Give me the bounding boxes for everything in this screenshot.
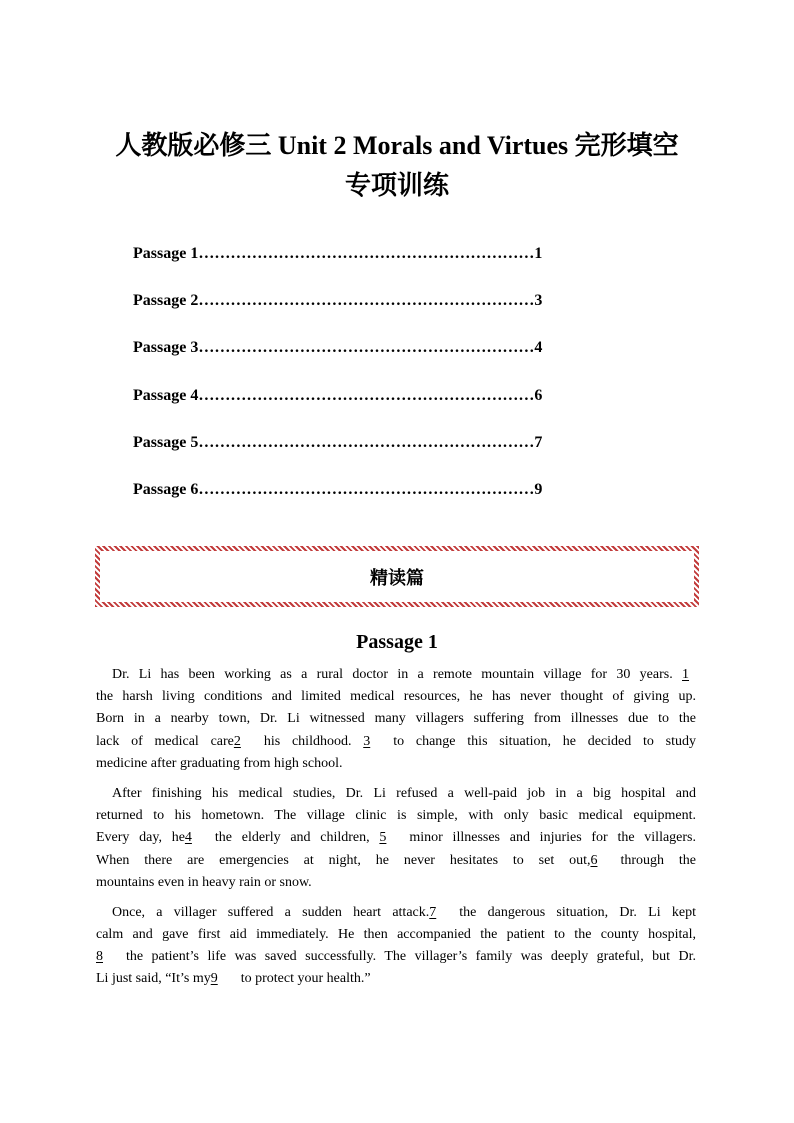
blank-6[interactable]: 6 — [590, 852, 598, 868]
section-banner — [95, 546, 699, 607]
text-line: After finishing his medical studies, Dr. Li refused a well-paid job in a big hospital and — [112, 785, 696, 801]
blank-8[interactable]: 8 — [96, 949, 103, 965]
paragraph-1 — [96, 664, 696, 775]
toc-page: 1 — [534, 245, 543, 262]
blank-3[interactable]: 3 — [363, 733, 371, 749]
passage-title: Passage 1 — [356, 631, 438, 653]
toc-item[interactable] — [133, 429, 633, 476]
toc-leader: ……………………………………………………… — [198, 480, 535, 498]
text-line: lack of medical care2 his childhood. 3 to change this situation, he decided to study — [96, 731, 696, 753]
toc-page: 6 — [534, 386, 543, 404]
text-line: calm and gave first aid immediately. He then accompanied the patient to the county hospital, — [96, 927, 696, 943]
blank-7[interactable]: 7 — [429, 904, 437, 920]
title-line-2: 专项训练 — [344, 171, 449, 200]
text-line: medicine after graduating from high school. — [96, 755, 343, 771]
text-line: Once, a villager suffered a sudden heart attack.7 the dangerous situation, Dr. Li kept — [96, 902, 696, 924]
toc-label: Passage 3 — [133, 339, 199, 357]
paragraph-2 — [96, 783, 696, 894]
toc-leader: ……………………………………………………… — [198, 386, 535, 404]
toc-item[interactable] — [133, 287, 633, 334]
toc-leader: ……………………………………………………… — [198, 292, 535, 310]
text-line: mountains even in heavy rain or snow. — [96, 874, 312, 890]
toc-label: Passage 4 — [133, 386, 199, 404]
title-line-1: 人教版必修三 Unit 2 Morals and Virtues 完形填空 — [115, 131, 679, 160]
text-line: Every day, he4 the elderly and children, 5 minor illnesses and injuries for the villagers. — [96, 827, 696, 849]
paragraph-3 — [96, 902, 696, 991]
toc-label: Passage 5 — [133, 433, 199, 451]
blank-1[interactable]: 1 — [682, 667, 690, 682]
blank-9[interactable]: 9 — [210, 971, 218, 987]
toc-item[interactable] — [133, 240, 633, 287]
text-line: the harsh living conditions and limited medical resources, he has never thought of giving up. — [96, 689, 696, 705]
toc-page: 3 — [534, 292, 543, 310]
text-line: When there are emergencies at night, he never hesitates to set out,6 through the — [96, 850, 696, 872]
text-line: Li just said, “It’s my9 to protect your health.” — [96, 968, 696, 990]
toc-leader: ……………………………………………………… — [198, 245, 535, 262]
toc-page: 9 — [534, 480, 543, 498]
passage-body — [96, 664, 696, 999]
toc-label: Passage 2 — [133, 292, 199, 310]
toc-page: 4 — [534, 339, 543, 357]
toc-item[interactable] — [133, 476, 633, 523]
blank-4[interactable]: 4 — [184, 830, 192, 846]
text-line: returned to his hometown. The village clinic is simple, with only basic medical equipment. — [96, 808, 696, 824]
section-banner-title: 精读篇 — [100, 551, 694, 602]
document-title — [60, 126, 734, 206]
toc-label: Passage 1 — [133, 245, 199, 262]
toc-leader: ……………………………………………………… — [198, 339, 535, 357]
table-of-contents — [133, 240, 633, 523]
toc-label: Passage 6 — [133, 480, 199, 498]
text-line: 8 the patient’s life was saved successfully. The villager’s family was deeply grateful, but Dr. — [96, 946, 696, 968]
toc-item[interactable] — [133, 334, 633, 381]
toc-leader: ……………………………………………………… — [198, 433, 535, 451]
blank-2[interactable]: 2 — [233, 733, 241, 749]
toc-item[interactable] — [133, 382, 633, 429]
text-line: Born in a nearby town, Dr. Li witnessed many villagers suffering from illnesses due to the — [96, 711, 696, 727]
blank-5[interactable]: 5 — [379, 830, 387, 846]
text-line: Dr. Li has been working as a rural doctor in a remote mountain village for 30 years. 1 — [96, 664, 696, 686]
toc-page: 7 — [534, 433, 543, 451]
